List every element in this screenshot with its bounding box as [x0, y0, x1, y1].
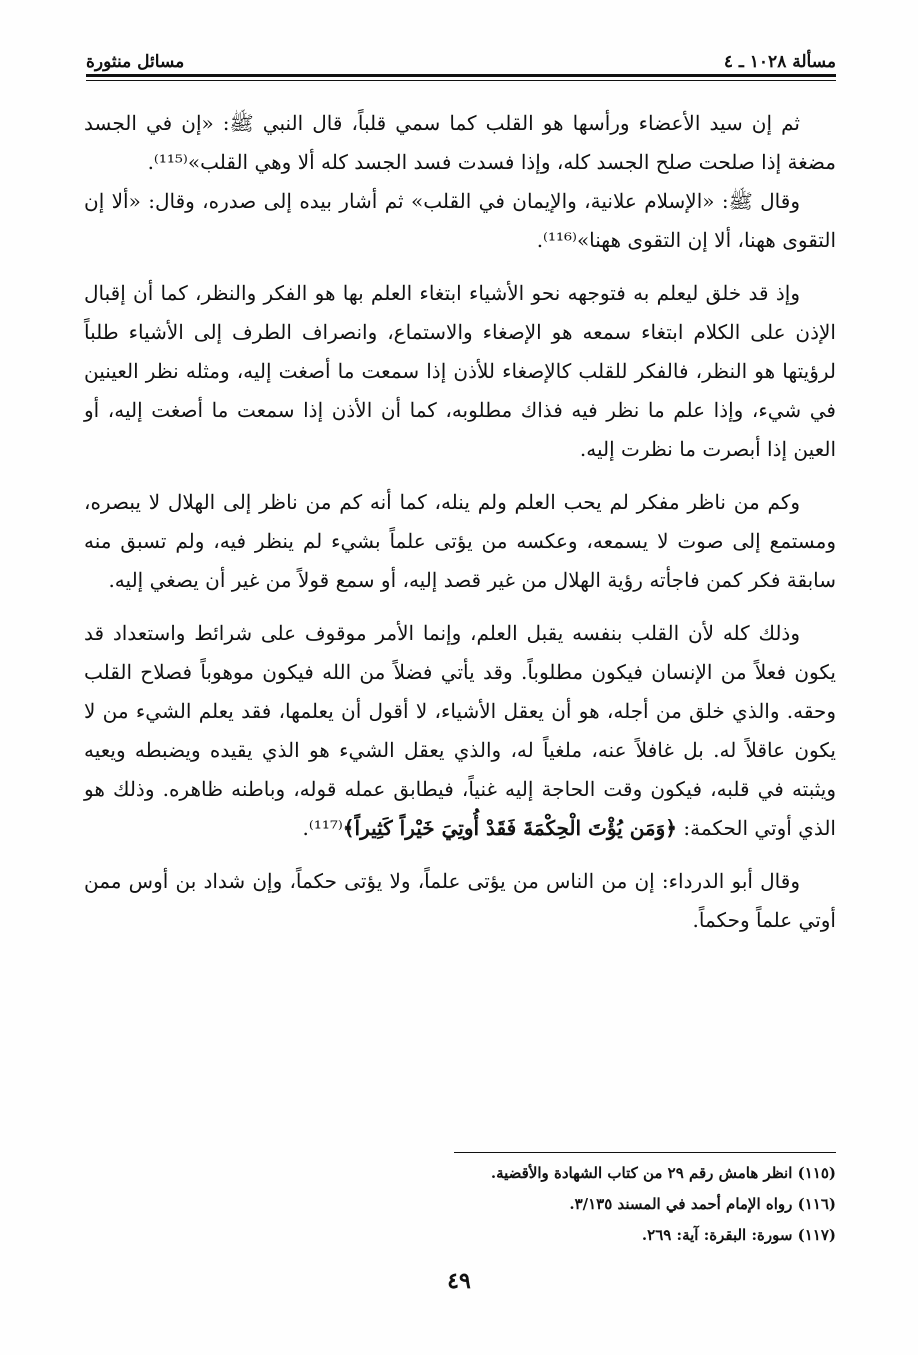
header-rule-thin — [86, 80, 836, 81]
paragraph-5 — [84, 614, 836, 848]
running-header — [86, 40, 836, 72]
paragraph-5-text: وذلك كله لأن القلب بنفسه يقبل العلم، وإنما الأمر موقوف على شرائط واستعداد قد يكون فعلاً من الإنسان فيكون مطلوباً. وقد يأتي فضلاً من الله فيكون موهوباً فصلاح القلب وحقه. والذي خلق من أجله، هو أن يعقل الأشياء، لا أقول أن يعلمها، فقد يعلم الشيء من لا يكون عاقلاً له. بل غافلاً عنه، ملغياً له، والذي يعقل الشيء هو الذي يقيده ويضبطه ويعيه ويثبته في قلبه، فيكون وقت الحاجة إليه غنياً، فيطابق عمله قوله، وباطنه ظاهره. وذلك هو الذي أوتي الحكمة: — [84, 621, 836, 840]
header-issue-number: مسألة ١٠٢٨ ـ ٤ — [723, 52, 836, 72]
header-rule-thick — [86, 74, 836, 77]
paragraph-6: وقال أبو الدرداء: إن من الناس من يؤتى علماً، ولا يؤتى حكماً، وإن شداد بن أوس ممن أوتي علماً وحكماً. — [84, 869, 836, 932]
footnote-115: (١١٥) انظر هامش رقم ٢٩ من كتاب الشهادة والأقضية. — [490, 1164, 836, 1182]
paragraph-4: وكم من ناظر مفكر لم يحب العلم ولم ينله، كما أنه كم من ناظر إلى الهلال لا يبصره، ومستمع إلى صوت لا يسمعه، وعكسه من يؤتى علماً بشيء لم ينظر فيه، ولم تسبق منه سابقة فكر كمن فاجأته رؤية الهلال من غير قصد إليه، أو سمع قولاً من غير أن يصغي إليه. — [84, 490, 836, 592]
paragraph-2: وقال ﷺ: «الإسلام علانية، والإيمان في القلب» ثم أشار بيده إلى صدره، وقال: «ألا إن التقوى ههنا، ألا إن التقوى ههنا»⁽¹¹⁶⁾. — [84, 189, 836, 252]
quran-verse: ﴿وَمَن يُؤْتَ الْحِكْمَةَ فَقَدْ أُوتِيَ خَيْراً كَثِيراً﴾ — [342, 816, 678, 840]
footnote-116: (١١٦) رواه الإمام أحمد في المسند ٣/١٣٥. — [569, 1195, 836, 1213]
paragraph-3: وإذ قد خلق ليعلم به فتوجهه نحو الأشياء ابتغاء العلم بها هو الفكر والنظر، كما أن إقبال الإذن على الكلام ابتغاء سمعه هو الإصغاء والاستماع، وانصراف الطرف إلى الأشياء طلباً لرؤيتها هو النظر، فالفكر للقلب كالإصغاء للأذن إذا سمعت ما أصغت إليه، ومثله نظر العينين في شيء، وإذا علم ما نظر فيه فذاك مطلوبه، كما أن الأذن إذا سمعت ما أصغت إليه، أو العين إذا أبصرت ما نظرت إليه. — [84, 281, 836, 461]
footnote-rule — [454, 1152, 836, 1153]
footnotes — [236, 1158, 836, 1251]
paragraph-1: ثم إن سيد الأعضاء ورأسها هو القلب كما سمي قلباً، قال النبي ﷺ: «إن في الجسد مضغة إذا صلحت صلح الجسد كله، وإذا فسدت فسد الجسد كله ألا وهي القلب»⁽¹¹⁵⁾. — [84, 111, 836, 174]
footnote-117: (١١٧) سورة: البقرة: آية: ٢٦٩. — [641, 1226, 836, 1244]
quran-footnote-ref: ⁽¹¹⁷⁾. — [302, 816, 343, 840]
page-number: ٤٩ — [447, 1268, 471, 1294]
header-book-title: مسائل منثورة — [86, 52, 185, 72]
body-text — [84, 104, 836, 954]
